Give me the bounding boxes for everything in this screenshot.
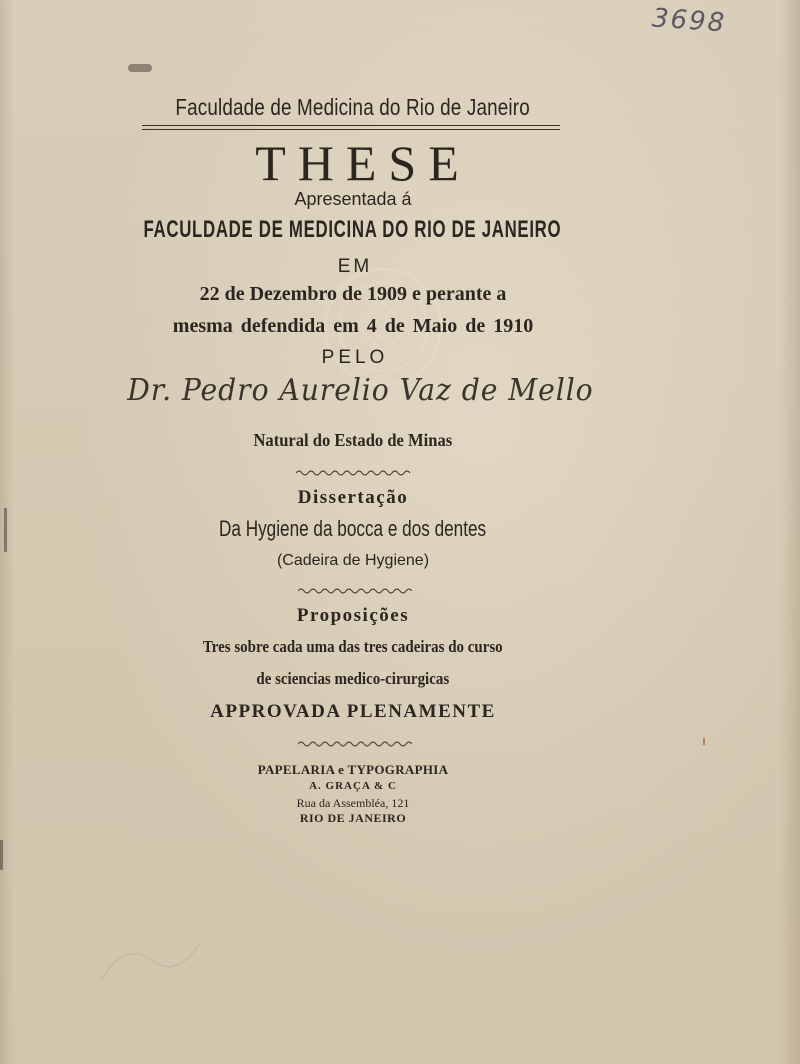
ornament-divider (298, 587, 412, 595)
document-title: THESE (255, 135, 471, 191)
propositions-line-2: de sciencias medico-cirurgicas (256, 669, 450, 688)
ink-speck (703, 738, 705, 745)
propositions-line-1: Tres sobre cada uma das tres cadeiras do curso (202, 637, 503, 656)
propositions-heading: Proposições (296, 605, 410, 626)
pelo-label: PELO (321, 347, 389, 368)
printer-line: PAPELARIA e TYPOGRAPHIA (257, 762, 449, 777)
dissertation-chair: (Cadeira de Hygiene) (276, 552, 430, 569)
header-rule (142, 125, 560, 126)
author-name: Dr. Pedro Aurelio Vaz de Mello (127, 373, 594, 408)
author-origin: Natural do Estado de Minas (253, 430, 453, 450)
institution-header: Faculdade de Medicina do Rio de Janeiro (175, 94, 530, 120)
date-line-1: 22 de Dezembro de 1909 e perante a (199, 283, 507, 305)
printer-city: RIO DE JANEIRO (299, 811, 407, 825)
ornament-divider (296, 469, 410, 477)
binding-edge-mark (4, 508, 7, 552)
presented-to-label: Apresentada á (294, 189, 412, 209)
printer-address: Rua da Assembléa, 121 (296, 796, 410, 810)
printer-name: A. GRAÇA & C (309, 780, 397, 792)
ornament-divider (298, 740, 412, 748)
faint-pencil-mark (96, 930, 206, 990)
approval-result: APPROVADA PLENAMENTE (210, 701, 496, 722)
ink-blot (128, 64, 152, 72)
presented-to: FACULDADE DE MEDICINA DO RIO DE JANEIRO (143, 216, 562, 243)
binding-edge-mark (0, 840, 3, 870)
header-rule-thin (142, 129, 560, 130)
catalog-number: 3698 (651, 3, 728, 39)
dissertation-title: Da Hygiene da bocca e dos dentes (218, 516, 487, 541)
date-line-2: mesma defendida em 4 de Maio de 1910 (172, 315, 534, 337)
dissertation-heading: Dissertação (297, 487, 409, 508)
em-label: EM (337, 256, 373, 277)
